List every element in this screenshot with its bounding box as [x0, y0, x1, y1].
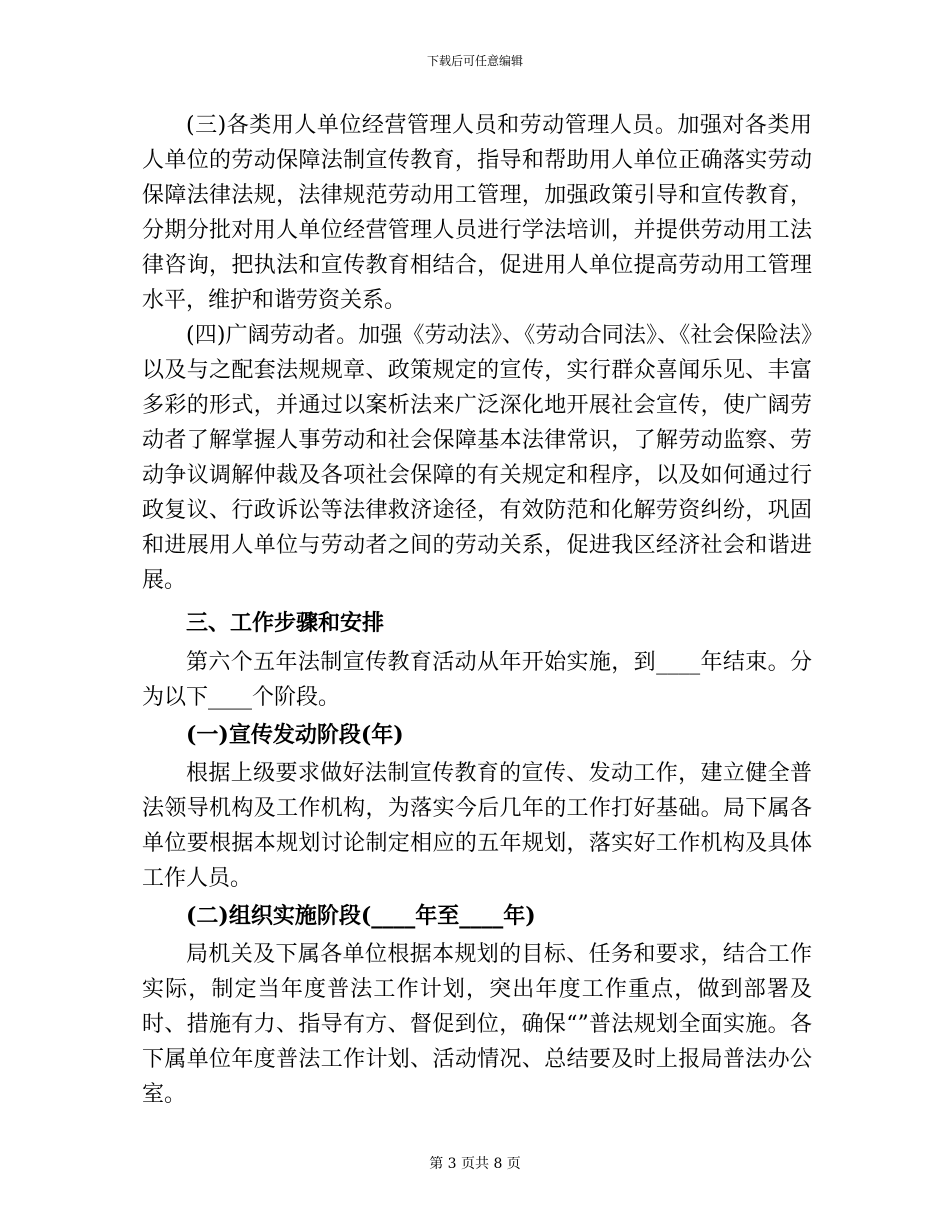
document-body [142, 108, 812, 1112]
paragraph-employers: (三)各类用人单位经营管理人员和劳动管理人员。加强对各类用人单位的劳动保障法制宣传教育，指导和帮助用人单位正确落实劳动保障法律法规，法律规范劳动用工管理，加强政策引导和宣传教育，分期分批对用人单位经营管理人员进行学法培训，并提供劳动用工法律咨询，把执法和宣传教育相结合，促进用人单位提高劳动用工管理水平，维护和谐劳资关系。 [142, 113, 812, 313]
paragraph-implementation: 局机关及下属各单位根据本规划的目标、任务和要求，结合工作实际，制定当年度普法工作计划，突出年度工作重点，做到部署及时、措施有力、指导有方、督促到位，确保“”普法规划全面实施。各下属单位年度普法工作计划、活动情况、总结要及时上报局普法办公室。 [142, 942, 812, 1107]
paragraph-schedule: 第六个五年法制宣传教育活动从年开始实施，到____年结束。分为以下____个阶段。 [142, 650, 812, 710]
paragraph-mobilization: 根据上级要求做好法制宣传教育的宣传、发动工作，建立健全普法领导机构及工作机构，为落实今后几年的工作打好基础。局下属各单位要根据本规划讨论制定相应的五年规划，落实好工作机构及具体工作人员。 [142, 761, 812, 891]
page-header-note: 下载后可任意编辑 [426, 54, 523, 68]
subheading-mobilization: (一)宣传发动阶段(年) [186, 722, 404, 748]
paragraph-workers: (四)广阔劳动者。加强《劳动法》、《劳动合同法》、《社会保险法》以及与之配套法规规章、政策规定的宣传，实行群众喜闻乐见、丰富多彩的形式，并通过以案析法来广泛深化地开展社会宣传，使广阔劳动者了解掌握人事劳动和社会保障基本法律常识，了解劳动监察、劳动争议调解仲裁及各项社会保障的有关规定和程序，以及如何通过行政复议、行政诉讼等法律救济途径，有效防范和化解劳资纠纷，巩固和进展用人单位与劳动者之间的劳动关系，促进我区经济社会和谐进展。 [142, 323, 812, 593]
page-footer-number: 第 3 页共 8 页 [429, 1156, 521, 1172]
section-heading-steps: 三、工作步骤和安排 [186, 610, 385, 636]
subheading-implementation: (二)组织实施阶段(____年至____年) [186, 903, 536, 929]
